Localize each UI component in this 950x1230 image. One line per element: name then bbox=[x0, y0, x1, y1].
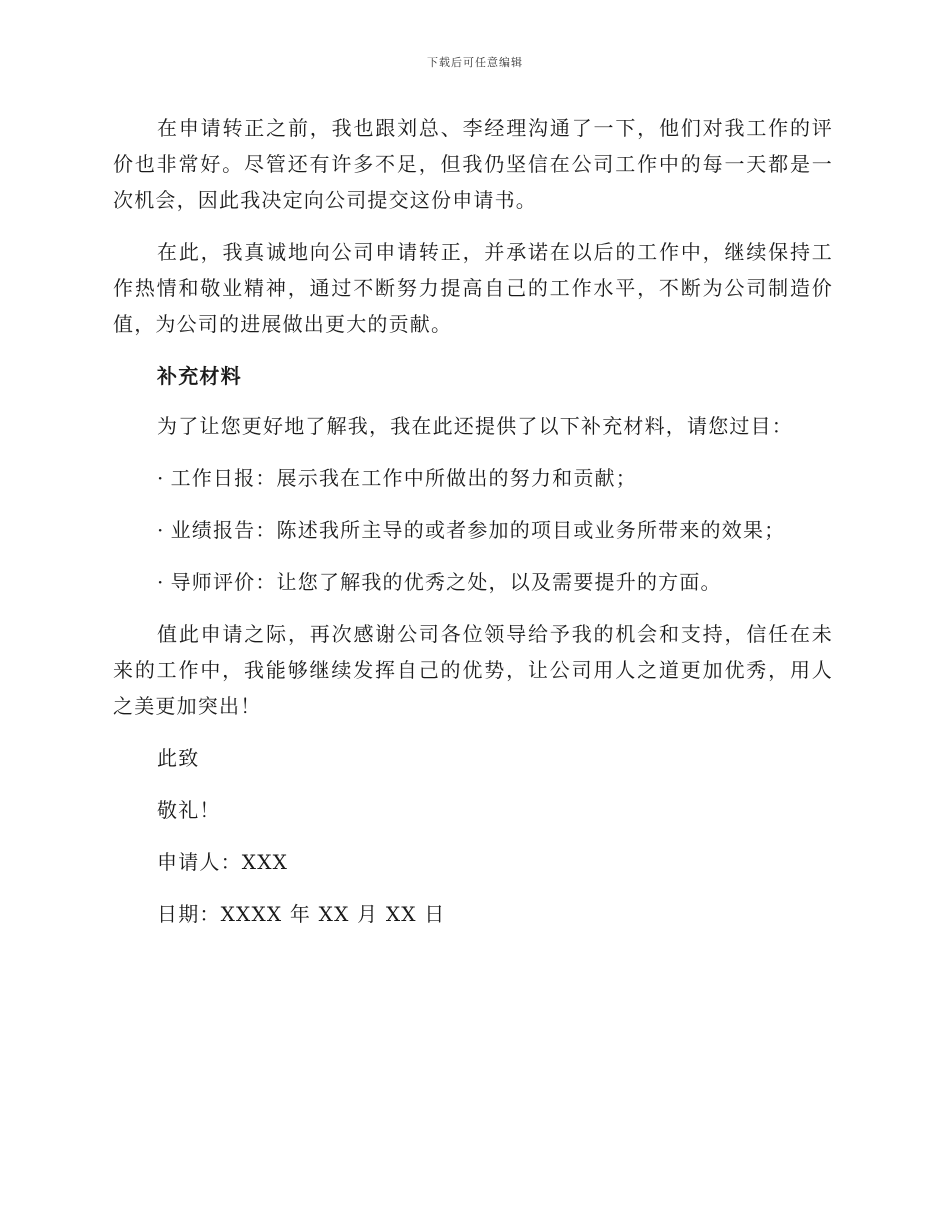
list-item-text: 工作日报：展示我在工作中所做出的努力和贡献； bbox=[170, 466, 637, 490]
paragraph-application-statement: 在此，我真诚地向公司申请转正，并承诺在以后的工作中，继续保持工作热情和敬业精神，通过不断努力提高自己的工作水平，不断为公司制造价值，为公司的进展做出更大的贡献。 bbox=[113, 240, 833, 336]
application-date: 日期：XXXX 年 XX 月 XX 日 bbox=[157, 902, 446, 926]
list-item bbox=[113, 564, 833, 600]
applicant-signature: 申请人：XXX bbox=[157, 850, 289, 874]
paragraph-pre-application: 在申请转正之前，我也跟刘总、李经理沟通了一下，他们对我工作的评价也非常好。尽管还有许多不足，但我仍坚信在公司工作中的每一天都是一次机会，因此我决定向公司提交这份申请书。 bbox=[113, 116, 833, 212]
paragraph-closing: 值此申请之际，再次感谢公司各位领导给予我的机会和支持，信任在未来的工作中，我能够继续发挥自己的优势，让公司用人之道更加优秀，用人之美更加突出！ bbox=[113, 622, 833, 718]
bullet-marker: · bbox=[157, 466, 165, 490]
document-body bbox=[113, 110, 833, 948]
list-item bbox=[113, 460, 833, 496]
list-item bbox=[113, 512, 833, 548]
list-item-text: 业绩报告：陈述我所主导的或者参加的项目或业务所带来的效果； bbox=[170, 518, 786, 542]
salutation-jingli: 敬礼！ bbox=[157, 798, 221, 822]
list-item-text: 导师评价：让您了解我的优秀之处，以及需要提升的方面。 bbox=[170, 570, 722, 594]
bullet-marker: · bbox=[157, 518, 165, 542]
section-heading-supplementary: 补充材料 bbox=[157, 364, 242, 388]
supplementary-intro: 为了让您更好地了解我，我在此还提供了以下补充材料，请您过目： bbox=[157, 414, 793, 438]
page-header: 下载后可任意编辑 bbox=[427, 56, 523, 69]
bullet-marker: · bbox=[157, 570, 165, 594]
salutation-cizhi: 此致 bbox=[157, 746, 200, 770]
